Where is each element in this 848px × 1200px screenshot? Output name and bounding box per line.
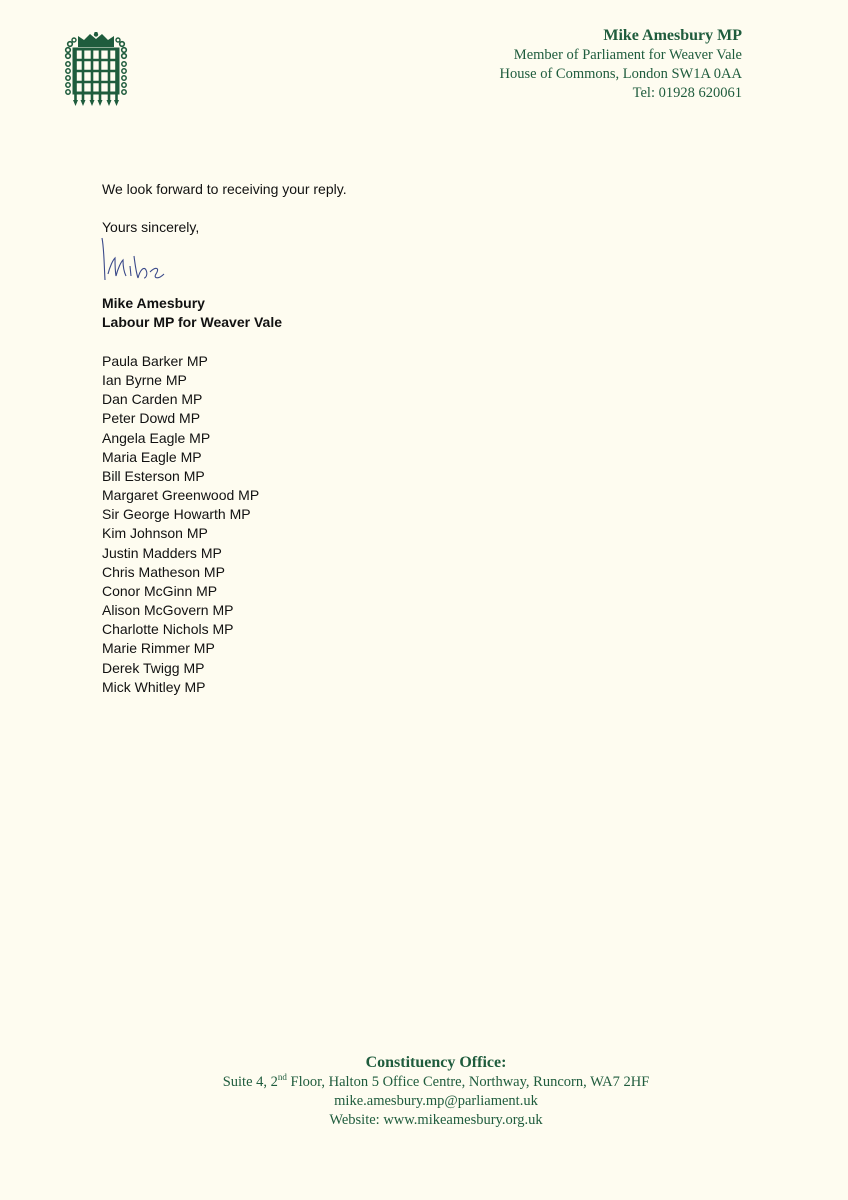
- mp-name: Mike Amesbury MP: [603, 27, 742, 44]
- signer-name: Mike Amesbury: [102, 295, 205, 311]
- list-item: Chris Matheson MP: [102, 563, 225, 580]
- list-item: Angela Eagle MP: [102, 429, 211, 446]
- list-item: Sir George Howarth MP: [102, 506, 251, 523]
- list-item: Alison McGovern MP: [102, 602, 234, 619]
- list-item: Bill Esterson MP: [102, 467, 205, 484]
- list-item: Conor McGinn MP: [102, 582, 218, 599]
- list-item: Derek Twigg MP: [102, 659, 205, 676]
- email-address: mike.amesbury.mp@parliament.uk: [334, 1093, 538, 1109]
- list-item: Paula Barker MP: [102, 353, 208, 369]
- list-item: Charlotte Nichols MP: [102, 621, 234, 638]
- address-part: Suite 4, 2: [222, 1074, 278, 1090]
- handwritten-signature-icon: [98, 226, 178, 290]
- list-item: Ian Byrne MP: [102, 372, 187, 389]
- list-item: Dan Carden MP: [102, 391, 203, 408]
- sign-off: Yours sincerely,: [102, 219, 200, 235]
- office-title: Constituency Office:: [365, 1054, 507, 1071]
- parliament-address: House of Commons, London SW1A 0AA: [499, 66, 742, 82]
- list-item: Peter Dowd MP: [102, 410, 201, 427]
- portcullis-icon: [64, 32, 128, 106]
- phone-number: Tel: 01928 620061: [632, 85, 742, 101]
- signer-block: [102, 294, 282, 332]
- constituency-footer: [0, 1053, 848, 1130]
- cosignatory-list: [102, 352, 259, 697]
- website: Website: www.mikeamesbury.org.uk: [329, 1112, 543, 1128]
- closing-line: We look forward to receiving your reply.: [102, 181, 347, 197]
- list-item: Maria Eagle MP: [102, 448, 202, 465]
- mp-role: Member of Parliament for Weaver Vale: [513, 47, 742, 63]
- list-item: Kim Johnson MP: [102, 525, 208, 542]
- list-item: Marie Rimmer MP: [102, 640, 215, 657]
- list-item: Mick Whitley MP: [102, 678, 206, 695]
- office-address: [0, 1073, 848, 1092]
- address-part: Floor, Halton 5 Office Centre, Northway, Runcorn, WA7 2HF: [286, 1074, 650, 1090]
- ordinal-suffix: nd: [277, 1072, 287, 1083]
- list-item: Justin Madders MP: [102, 544, 222, 561]
- letterhead: [500, 26, 742, 103]
- list-item: Margaret Greenwood MP: [102, 487, 260, 504]
- signer-title: Labour MP for Weaver Vale: [102, 314, 282, 330]
